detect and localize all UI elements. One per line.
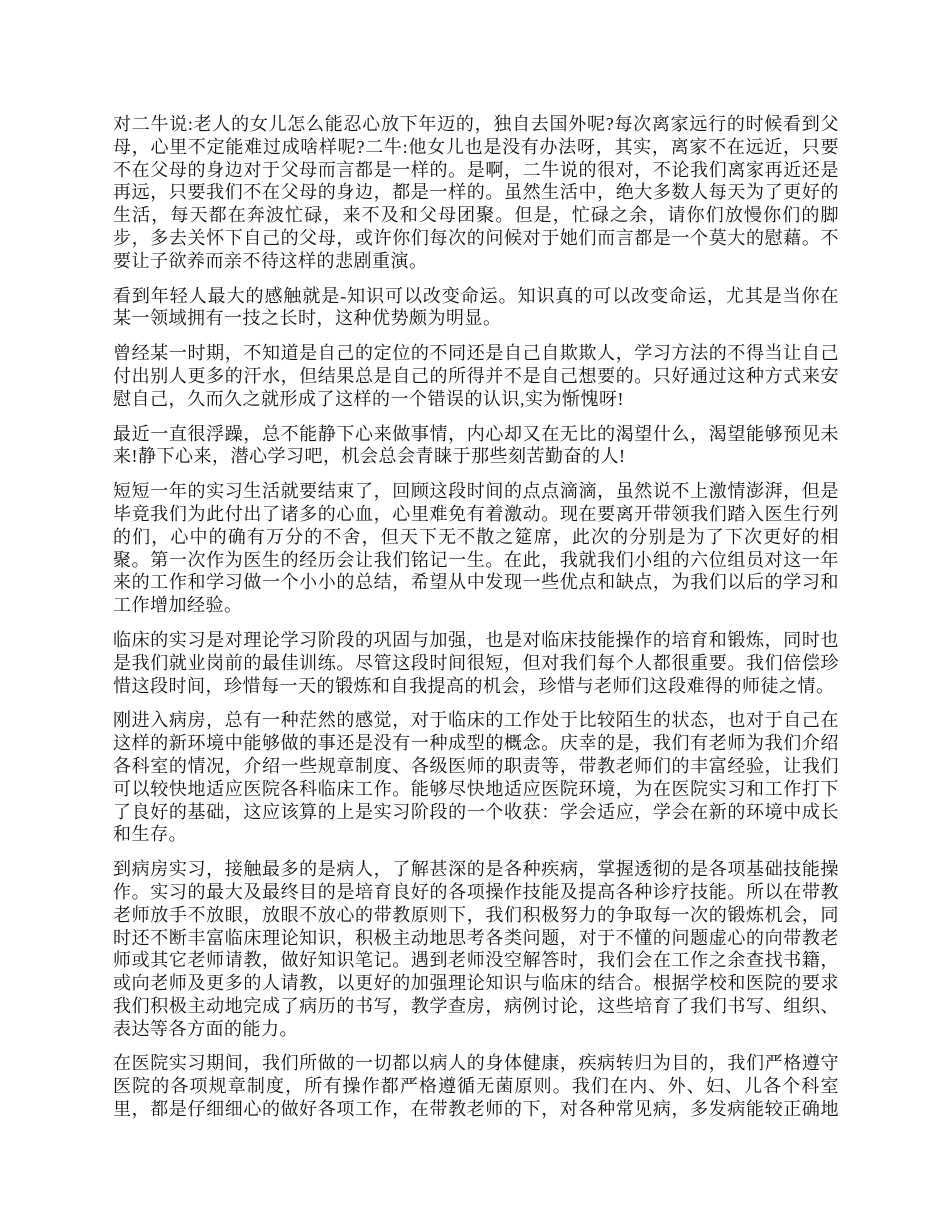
paragraph-8: 到病房实习，接触最多的是病人，了解甚深的是各种疾病，掌握透彻的是各项基础技能操作。实习的最大及最终目的是培育良好的各项操作技能及提高各种诊疗技能。所以在带教老师放手不放眼，放眼不放心的带教原则下，我们积极努力的争取每一次的锻炼机会，同时还不断丰富临床理论知识，积极主动地思考各类问题，对于不懂的问题虚心的向带教老师或其它老师请教，做好知识笔记。遇到老师没空解答时，我们会在工作之余查找书籍，或向老师及更多的人请教，以更好的加强理论知识与临床的结合。根据学校和医院的要求我们积极主动地完成了病历的书写，教学查房，病例讨论，这些培育了我们书写、组织、表达等各方面的能力。 bbox=[113, 859, 839, 1039]
paragraph-5: 短短一年的实习生活就要结束了，回顾这段时间的点点滴滴，虽然说不上激情澎湃，但是毕竟我们为此付出了诸多的心血，心里难免有着激动。现在要离开带领我们踏入医生行列的们，心中的确有万分的不舍，但天下无不散之筵席，此次的分别是为了下次更好的相聚。第一次作为医生的经历会让我们铭记一生。在此，我就我们小组的六位组员对这一年来的工作和学习做一个小小的总结，希望从中发现一些优点和缺点，为我们以后的学习和工作增加经验。 bbox=[113, 481, 839, 616]
paragraph-6: 临床的实习是对理论学习阶段的巩固与加强，也是对临床技能操作的培育和锻炼，同时也是我们就业岗前的最佳训练。尽管这段时间很短，但对我们每个人都很重要。我们倍偿珍惜这段时间，珍惜每一天的锻炼和自我提高的机会，珍惜与老师们这段难得的师徒之情。 bbox=[113, 629, 839, 696]
paragraph-3: 曾经某一时期，不知道是自己的定位的不同还是自己自欺欺人，学习方法的不得当让自己付出别人更多的汗水，但结果总是自己的所得并不是自己想要的。只好通过这种方式来安慰自己，久而久之就形成了这样的一个错误的认识,实为惭愧呀! bbox=[113, 343, 839, 409]
paragraph-4: 最近一直很浮躁，总不能静下心来做事情，内心却又在无比的渴望什么，渴望能够预见未来!静下心来，潜心学习吧，机会总会青睐于那些刻苦勤奋的人! bbox=[113, 423, 839, 467]
document-body bbox=[113, 113, 839, 1133]
paragraph-1: 对二牛说:老人的女儿怎么能忍心放下年迈的，独自去国外呢?每次离家远行的时候看到父母，心里不定能难过成啥样呢?二牛:他女儿也是没有办法呀，其实，离家不在远近，只要不在父母的身边对于父母而言都是一样的。是啊，二牛说的很对，不论我们离家再近还是再远，只要我们不在父母的身边，都是一样的。虽然生活中，绝大多数人每天为了更好的生活，每天都在奔波忙碌，来不及和父母团聚。但是，忙碌之余，请你们放慢你们的脚步，多去关怀下自己的父母，或许你们每次的问候对于她们而言都是一个莫大的慰藉。不要让子欲养而亲不待这样的悲剧重演。 bbox=[113, 114, 839, 271]
paragraph-2: 看到年轻人最大的感触就是-知识可以改变命运。知识真的可以改变命运，尤其是当你在某一领域拥有一技之长时，这种优势颇为明显。 bbox=[113, 285, 839, 329]
paragraph-9: 在医院实习期间，我们所做的一切都以病人的身体健康，疾病转归为目的，我们严格遵守医院的各项规章制度，所有操作都严格遵循无菌原则。我们在内、外、妇、儿各个科室里，都是仔细细心的做好各项工作，在带教老师的下，对各种常见病，多发病能较正确地 bbox=[113, 1053, 839, 1120]
paragraph-7: 刚进入病房，总有一种茫然的感觉，对于临床的工作处于比较陌生的状态，也对于自己在这样的新环境中能够做的事还是没有一种成型的概念。庆幸的是，我们有老师为我们介绍各科室的情况，介绍一些规章制度、各级医师的职责等，带教老师们的丰富经验，让我们可以较快地适应医院各科临床工作。能够尽快地适应医院环境，为在医院实习和工作打下了良好的基础，这应该算的上是实习阶段的一个收获：学会适应，学会在新的环境中成长和生存。 bbox=[113, 710, 839, 845]
